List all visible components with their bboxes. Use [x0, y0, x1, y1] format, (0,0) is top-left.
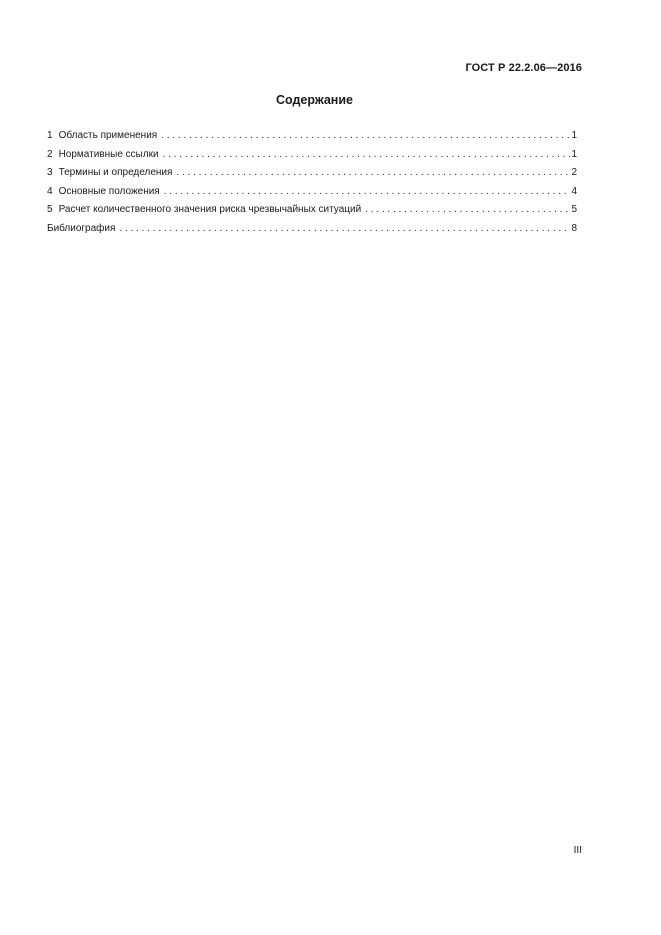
toc-entry-number: 4 [47, 185, 53, 197]
toc-entry-number: 5 [47, 204, 53, 215]
toc-entry-page: 2 [571, 167, 577, 178]
toc-leader-dots [119, 220, 570, 239]
toc-entry[interactable] [47, 164, 577, 183]
toc-entry-label: Основные положения [58, 185, 160, 197]
toc-entry-page: 8 [571, 222, 577, 234]
page-number: III [573, 845, 582, 856]
toc-entry[interactable] [47, 127, 577, 146]
toc-entry-page: 1 [571, 148, 577, 160]
toc-entry[interactable] [47, 201, 577, 220]
toc-leader-dots [365, 201, 570, 220]
toc-entry-number: 1 [47, 130, 53, 141]
toc-entry-label: Нормативные ссылки [58, 148, 159, 160]
toc-entry-number: 2 [47, 148, 53, 160]
toc-entry-number: 3 [47, 167, 53, 178]
toc-leader-dots [161, 127, 570, 146]
toc-leader-dots [163, 146, 571, 165]
table-of-contents [47, 127, 577, 238]
toc-entry-label: Библиография [47, 222, 116, 234]
toc-entry-page: 4 [571, 185, 577, 197]
toc-entry[interactable] [47, 183, 577, 202]
toc-entry-page: 1 [571, 130, 577, 141]
toc-entry[interactable] [47, 146, 577, 165]
toc-entry-page: 5 [571, 204, 577, 215]
toc-entry-label: Область применения [58, 130, 158, 141]
toc-entry-label: Термины и определения [58, 167, 173, 178]
toc-entry[interactable] [47, 220, 577, 239]
toc-leader-dots [176, 164, 570, 183]
document-code: ГОСТ Р 22.2.06—2016 [465, 62, 582, 74]
toc-entry-label: Расчет количественного значения риска чрезвычайных ситуаций [58, 204, 362, 215]
toc-leader-dots [164, 183, 571, 202]
toc-title: Содержание [275, 93, 353, 107]
